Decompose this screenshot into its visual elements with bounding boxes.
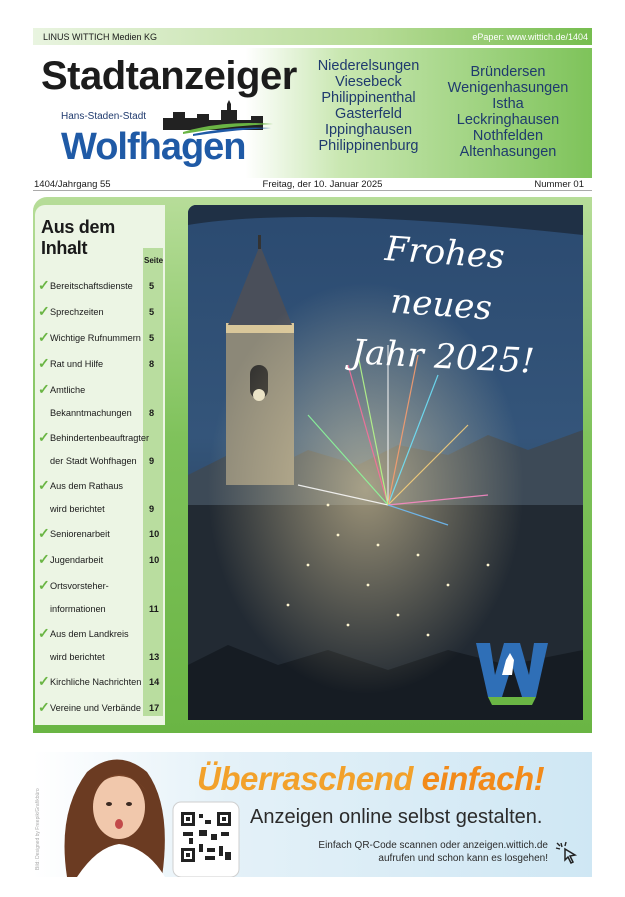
- toc-item[interactable]: [35, 523, 161, 546]
- checkmark-icon: ✓: [38, 303, 50, 319]
- top-bar: [33, 28, 592, 45]
- advertisement-banner[interactable]: [33, 752, 592, 877]
- toc-item-page: 11: [149, 604, 159, 614]
- toc-item-page: 9: [149, 504, 155, 514]
- logo-rest: olfhagen: [95, 126, 246, 168]
- town-prefix: Hans-Staden-Stadt: [61, 111, 147, 122]
- epaper-link[interactable]: ePaper: www.wittich.de/1404: [472, 31, 588, 42]
- ad-headline-part1: Überraschend: [197, 760, 413, 797]
- toc-item[interactable]: [35, 623, 161, 669]
- publisher-name: LINUS WITTICH Medien KG: [43, 31, 158, 42]
- checkmark-icon: ✓: [38, 329, 50, 345]
- click-cursor-icon: [555, 841, 579, 865]
- toc-item-page: 8: [149, 359, 155, 369]
- checkmark-icon: ✓: [38, 429, 50, 445]
- toc-item-label: Seniorenarbeit: [50, 529, 110, 539]
- toc-title: Aus dem Inhalt: [41, 217, 115, 258]
- place-item: Gasterfeld: [335, 106, 402, 122]
- toc-item-label: Sprechzeiten: [50, 307, 104, 317]
- toc-item-label: Aus dem Rathaus wird berichtet: [50, 481, 124, 514]
- toc-item-label: Jugendarbeit: [50, 555, 104, 565]
- toc-item[interactable]: [35, 575, 161, 621]
- cover-photo: [188, 205, 583, 720]
- toc-item[interactable]: [35, 301, 161, 324]
- checkmark-icon: ✓: [38, 525, 50, 541]
- issue-date: Freitag, der 10. Januar 2025: [262, 179, 383, 190]
- wolfhagen-crest-icon: [476, 643, 550, 705]
- toc-item-label: Kirchliche Nachrichten: [50, 677, 142, 687]
- place-item: Bründersen: [470, 64, 546, 80]
- place-item: Niederelsungen: [317, 58, 420, 74]
- toc-item[interactable]: [35, 379, 161, 425]
- qr-code-phone-icon[interactable]: [169, 800, 245, 877]
- greeting-line-1: Frohes neues: [383, 228, 506, 329]
- toc-item[interactable]: [35, 549, 161, 572]
- toc-item-page: 8: [149, 408, 155, 418]
- toc-item[interactable]: [35, 275, 161, 298]
- table-of-contents: [35, 205, 165, 725]
- toc-item-page: 5: [149, 333, 155, 343]
- places-list-left: [301, 58, 436, 154]
- toc-item-label: Rat und Hilfe: [50, 359, 104, 369]
- place-item: Wenigenhasungen: [447, 80, 569, 96]
- toc-item-page: 5: [149, 281, 155, 291]
- town-logo-text: [61, 126, 246, 169]
- ad-headline: [197, 760, 544, 798]
- greeting-line-2: Jahr 2025!: [350, 332, 536, 382]
- toc-item-label: Amtliche Bekanntmachungen: [50, 385, 132, 418]
- toc-item-label: Wichtige Rufnummern: [50, 333, 141, 343]
- place-item: Nothfelden: [472, 128, 544, 144]
- place-item: Leckringhausen: [456, 112, 560, 128]
- toc-item-page: 10: [149, 529, 160, 539]
- toc-item-label: Vereine und Verbände: [50, 703, 141, 713]
- checkmark-icon: ✓: [38, 477, 50, 493]
- issue-number-year: 1404/Jahrgang 55: [34, 179, 111, 190]
- toc-item[interactable]: [35, 427, 161, 473]
- checkmark-icon: ✓: [38, 673, 50, 689]
- checkmark-icon: ✓: [38, 277, 50, 293]
- checkmark-icon: ✓: [38, 355, 50, 371]
- toc-item[interactable]: [35, 671, 161, 694]
- image-credit: Bild: Designed by Freepik/Grafikbüro: [35, 788, 41, 870]
- ad-small-line-2: aufrufen und schon kann es losgehen!: [378, 853, 548, 864]
- place-item: Ippinghausen: [324, 122, 413, 138]
- places-list-right: [428, 64, 588, 160]
- checkmark-icon: ✓: [38, 381, 50, 397]
- toc-item-page: 17: [149, 703, 160, 713]
- toc-item[interactable]: [35, 475, 161, 521]
- ad-headline-part2: einfach!: [412, 760, 545, 797]
- toc-item[interactable]: [35, 697, 161, 720]
- toc-item[interactable]: [35, 353, 161, 376]
- ad-subline: Anzeigen online selbst gestalten.: [250, 806, 543, 828]
- toc-item[interactable]: [35, 327, 161, 350]
- newspaper-title: Stadtanzeiger: [41, 54, 297, 98]
- checkmark-icon: ✓: [38, 551, 50, 567]
- toc-item-page: 9: [149, 456, 155, 466]
- page-column-header: Seite: [144, 256, 164, 265]
- woman-portrait-illustration: [47, 752, 187, 877]
- issue-number: Nummer 01: [534, 179, 584, 190]
- masthead: [33, 48, 592, 178]
- greeting-text: [328, 227, 558, 383]
- toc-item-page: 10: [149, 555, 160, 565]
- toc-item-label: Aus dem Landkreis wird berichtet: [50, 629, 129, 662]
- place-item: Philippinenburg: [318, 138, 419, 154]
- place-item: Istha: [492, 96, 524, 112]
- toc-item-page: 13: [149, 652, 160, 662]
- checkmark-icon: ✓: [38, 577, 50, 593]
- checkmark-icon: ✓: [38, 625, 50, 641]
- logo-initial: W: [61, 126, 96, 168]
- place-item: Altenhasungen: [459, 144, 557, 160]
- toc-item-label: Bereitschaftsdienste: [50, 281, 133, 291]
- ad-small-line-1[interactable]: Einfach QR-Code scannen oder anzeigen.wittich.de: [318, 840, 548, 851]
- place-item: Viesebeck: [335, 74, 402, 90]
- toc-item-page: 14: [149, 677, 160, 687]
- toc-item-page: 5: [149, 307, 155, 317]
- issue-line: [33, 179, 592, 191]
- toc-item-label: Behindertenbeauftragter der Stadt Wohfhagen: [50, 433, 150, 466]
- ad-small-text: [298, 839, 548, 865]
- place-item: Philippinenthal: [321, 90, 416, 106]
- toc-item-label: Ortsvorsteher-informationen: [50, 581, 109, 614]
- checkmark-icon: ✓: [38, 699, 50, 715]
